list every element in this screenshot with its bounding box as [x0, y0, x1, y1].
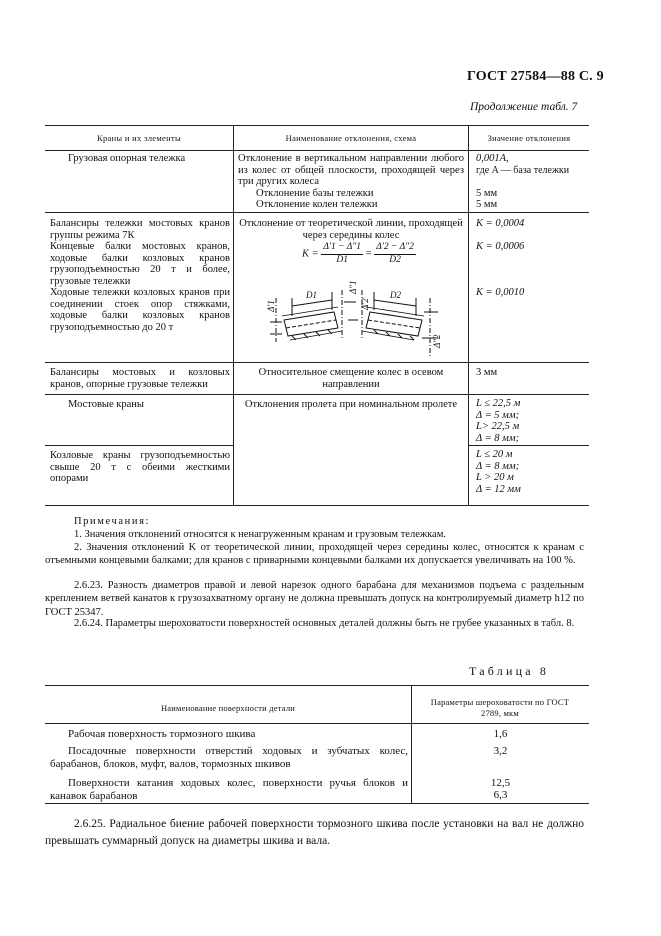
- t7-r2-value-1: K = 0,0004: [476, 218, 525, 229]
- scheme-label-d2: D2: [390, 290, 401, 300]
- t8-row-2-name: Посадочные поверхности отверстий ходовых и зубчатых колес, барабанов, блоков, муфт, валов, тормозных шкивов: [50, 745, 408, 770]
- t8-col-header-surface: Наименование поверхности детали: [160, 703, 296, 713]
- t7-row4-sub-line-left: [45, 445, 233, 446]
- t7-row4-sub-line-right: [468, 445, 589, 446]
- formula-eq: =: [365, 248, 372, 260]
- t7-col-header-elements: Краны и их элементы: [96, 133, 181, 143]
- scheme-label-delta2p: Δ′2: [360, 298, 370, 310]
- paragraph-2-6-23: 2.6.23. Разность диаметров правой и левой нарезок одного барабана для механизмов подъема с раздельным креплением ветвей канатов к грузозахватному органу не должна превышать допуск на контролируемый диаметр h12 по ГОСТ 25347.: [45, 580, 584, 618]
- t7-r3-element: Балансиры мостовых и козловых кранов, опорные грузовые тележки: [50, 367, 230, 390]
- formula-k: K =: [302, 248, 319, 260]
- t7-r3-deviation: Относительное смещение колес в осевом направлении: [258, 367, 444, 390]
- t7-r4-v1-line: L ≤ 22,5 м: [476, 398, 521, 409]
- t8-row-3-value-2: 6,3: [493, 789, 508, 801]
- t8-header-line: [45, 723, 589, 724]
- t7-top-line: [45, 125, 589, 126]
- t7-r1-value-2: 5 мм: [476, 188, 498, 199]
- t7-row3-line: [45, 394, 589, 395]
- scheme-label-delta2pp: Δ″2: [432, 334, 442, 348]
- scheme-label-delta1p: Δ′1: [266, 300, 276, 312]
- t7-r1-deviation-2: Отклонение базы тележки: [256, 188, 374, 199]
- formula-fraction-2: [374, 242, 416, 266]
- t7-row1-line: [45, 212, 589, 213]
- t7-col-header-deviation: Наименование отклонения, схема: [285, 133, 417, 143]
- t8-bottom-line: [45, 803, 589, 804]
- t7-r2-value-3: K = 0,0010: [476, 287, 525, 298]
- t7-r1-deviation-1: Отклонение в вертикальном направлении любого из колес от общей плоскости, проходящей через три других колеса: [238, 153, 464, 188]
- t8-row-1-name: Рабочая поверхность тормозного шкива: [68, 728, 256, 740]
- t7-r2-value-2: K = 0,0006: [476, 241, 525, 252]
- t7-r2-element-1: Балансиры тележки мостовых кранов группы режима 7К: [50, 218, 230, 241]
- t8-top-line: [45, 685, 589, 686]
- formula-num-2: Δ′2 − Δ″2: [374, 242, 416, 255]
- t7-r4-deviation: Отклонения пролета при номинальном пролете: [244, 399, 458, 410]
- t8-row-3-value-1: 12,5: [490, 777, 511, 789]
- t7-r4-v2-line: Δ = 12 мм: [476, 483, 521, 495]
- t7-r4-v2-line: L ≤ 20 м: [476, 449, 513, 460]
- t7-r4-v1-line: Δ = 8 мм;: [476, 432, 520, 444]
- t7-r1-element: Грузовая опорная тележка: [68, 153, 186, 164]
- t7-row2-line: [45, 362, 589, 363]
- t7-r1-value-1b: где A — база тележки: [476, 165, 570, 176]
- t7-col-header-value: Значение отклонения: [487, 133, 571, 143]
- t8-row-3-name: Поверхности катания ходовых колес, поверхности ручья блоков и канавок барабанов: [50, 777, 408, 802]
- t7-r2-element-2: Концевые балки мостовых кранов, ходовые балки козловых кранов грузоподъемностью 20 т и более, грузовые тележки: [50, 241, 230, 287]
- formula-den-1: D1: [336, 254, 348, 265]
- t8-row-2-value: 3,2: [493, 745, 508, 757]
- t7-r4-v2-line: L > 20 м: [476, 472, 514, 484]
- paragraph-2-6-25: 2.6.25. Радиальное биение рабочей поверхности тормозного шкива после установки на вал не должно превышать суммарный допуск на диаметры шкива и вала.: [45, 818, 584, 847]
- paragraph-2-6-24: 2.6.24. Параметры шероховатости поверхностей основных деталей должны быть не грубее указанных в табл. 8.: [74, 618, 575, 629]
- t8-row-1-value: 1,6: [493, 728, 508, 740]
- note-2: 2. Значения отклонений K от теоретической линии, проходящей через середины колес, относятся к кранам с отъемными концевыми балками; для кранов с приварными концевыми балками их допускается увеличивать на 100 %.: [45, 542, 584, 567]
- formula-num-1: Δ′1 − Δ″1: [321, 242, 363, 255]
- t7-header-line: [45, 150, 589, 151]
- notes-title: Примечания:: [74, 516, 151, 527]
- scheme-label-d1: D1: [306, 290, 317, 300]
- t7-r4-v1-line: L> 22,5 м: [476, 421, 520, 433]
- t7-r1-value-3: 5 мм: [476, 199, 498, 210]
- table-continuation-label: Продолжение табл. 7: [470, 101, 578, 113]
- t7-r1-value-1a: 0,001A,: [476, 153, 509, 164]
- t7-r2-element-3: Ходовые тележки козловых кранов при соединении стоек опор стяжками, ходовые балки козловых кранов грузоподъемностью до 20 т: [50, 287, 230, 333]
- t7-col-divider-1: [233, 125, 234, 505]
- wheel-alignment-scheme: [262, 276, 448, 362]
- table-8-title: Таблица 8: [469, 664, 550, 678]
- t8-col-header-roughness: Параметры шероховатости по ГОСТ 2789, мкм: [430, 697, 570, 718]
- page-header: ГОСТ 27584—88 С. 9: [467, 69, 604, 84]
- t7-bottom-line: [45, 505, 589, 506]
- t7-r4-element-2: Козловые краны грузоподъемностью свыше 20 т с обеими жесткими опорами: [50, 450, 230, 485]
- formula-den-2: D2: [389, 254, 401, 265]
- scheme-label-delta1pp: Δ″1: [348, 280, 358, 294]
- note-1: 1. Значения отклонений относятся к ненагруженным кранам и грузовым тележкам.: [74, 529, 446, 540]
- t7-r1-deviation-3: Отклонение колен тележки: [256, 199, 378, 210]
- t7-r4-v1-line: Δ = 5 мм;: [476, 409, 520, 421]
- t7-r4-values-1: [476, 398, 586, 444]
- t7-r2-formula: [302, 242, 462, 266]
- t7-r2-deviation: Отклонение от теоретической линии, проходящей через середины колес: [239, 218, 463, 241]
- t7-r3-value: 3 мм: [476, 367, 498, 378]
- t7-r4-values-2: [476, 449, 586, 495]
- t7-r4-v2-line: Δ = 8 мм;: [476, 460, 520, 472]
- t7-r4-element-1: Мостовые краны: [68, 399, 144, 410]
- t7-col-divider-2: [468, 125, 469, 505]
- formula-fraction-1: [321, 242, 363, 266]
